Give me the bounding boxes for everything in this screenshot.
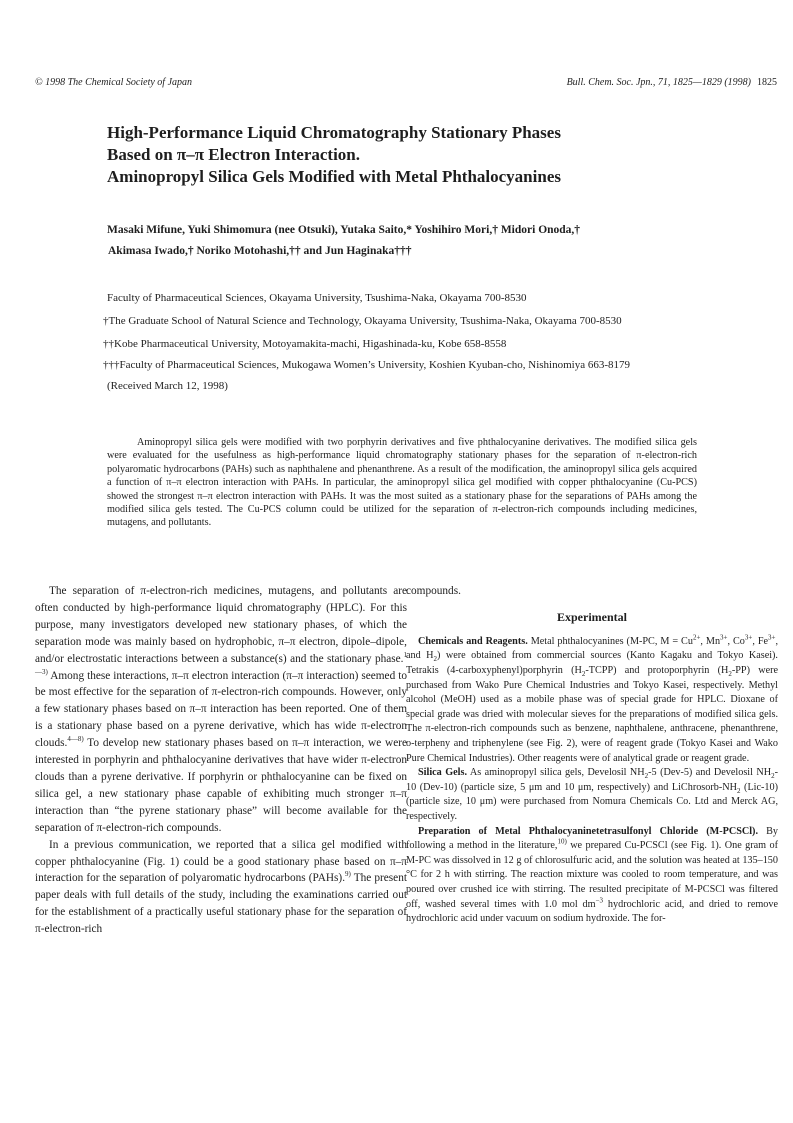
title-line: High-Performance Liquid Chromatography Stationary Phases bbox=[107, 123, 561, 142]
page-number: 1825 bbox=[757, 77, 777, 88]
section-heading-experimental: Experimental bbox=[557, 609, 627, 624]
title-line: Aminopropyl Silica Gels Modified with Metal Phthalocyanines bbox=[107, 167, 561, 186]
author-line: Masaki Mifune, Yuki Shimomura (nee Otsuki), Yutaka Saito,* Yoshihiro Mori,† Midori Onoda,† bbox=[107, 224, 581, 236]
copyright-line: © 1998 The Chemical Society of Japan bbox=[35, 77, 193, 88]
paragraph: The separation of π-electron-rich medicines, mutagens, and pollutants are often conducted by high-performance liquid chromatography (HPLC). For this purpose, many investigators developed new stationary phases, of which the separation mode was mainly based on hydrophobic, π–π electron, dipole–dipole, and/or electrostatic interactions between a substance(s) and the stationary phase.$^{1—3)}$ Among these interactions, π–π electron interaction (π–π interaction) seemed to be most effective for the separation of π-electron-rich compounds. However, only a few stationary phases based on π–π interaction has been reported. One of them is a stationary phase based on a pyrene derivative, which has wide π-electron clouds.$^{4—8)}$ To develop new stationary phases based on π–π interaction, we were interested in porphyrin and phthalocyanine derivatives that have wider π-electron clouds than a pyrene derivative. If porphyrin or phthalocyanine can be fixed on silica gel, a new stationary phase capable of exhibiting much stronger π–π interaction than “the pyrene stationary phase” will become available for the separation of π-electron-rich compounds. bbox=[35, 585, 407, 834]
paper-title bbox=[107, 122, 707, 188]
paragraph: Preparation of Metal Phthalocyaninetetrasulfonyl Chloride (M-PCSCl). By following a method in the literature,$^{10)}$ we prepared Cu-PCSCl (see Fig. 1). One gram of M-PC was dissolved in 12 g of chlorosulfuric acid, and the solution was heated at 135–150 °C for 2 h with stirring. The reaction mixture was cooled to room temperature, and was poured over crushed ice with stirring. The resulted precipitate of M-PCSCl was filtered off, washed several times with 1.0 mol $dm^{-3}$ hydrochloric acid, and dried to remove hydrochloric acid under vacuum on sodium hydroxide. The for- bbox=[406, 825, 778, 925]
title-line: Based on π–π Electron Interaction. bbox=[107, 145, 360, 164]
author-list bbox=[107, 220, 747, 262]
paragraph: Silica Gels. As aminopropyl silica gels, Develosil $NH_2-5$ (Dev-5) and Develosil $NH_2-10$ (Dev-10) (particle size, 5 μm and 10 μm, respectively) and LiChrosorb-$NH_2$ (Lic-10) (particle size, 10 μm) were purchased from Nomura Chemicals Co. Ltd and Merck AG, respectively. bbox=[406, 767, 778, 822]
paragraph: compounds. bbox=[406, 585, 461, 597]
affiliation: †††Faculty of Pharmaceutical Sciences, Mukogawa Women’s University, Koshien Kyuban-cho, Nishinomiya 663-8179 bbox=[103, 359, 631, 371]
left-column bbox=[35, 583, 407, 938]
running-header bbox=[35, 77, 777, 93]
affiliation: †The Graduate School of Natural Science and Technology, Okayama University, Tsushima-Naka, Okayama 700-8530 bbox=[103, 315, 622, 327]
affiliation: Faculty of Pharmaceutical Sciences, Okayama University, Tsushima-Naka, Okayama 700-8530 bbox=[107, 292, 527, 304]
journal-citation: Bull. Chem. Soc. Jpn., 71, 1825—1829 (1998) 1825 bbox=[566, 77, 777, 88]
paragraph: Chemicals and Reagents. Metal phthalocyanines (M-PC, $M = Cu^{2+}$, $Mn^{3+}$, $Co^{3+}$, $Fe^{3+}$, and $H_2$) were obtained from commercial sources (Kanto Kagaku and Tokyo Kasei). Tetrakis (4-carboxyphenyl)porphyrin $(H_2-TCPP)$ and protoporphyrin $(H_2-PP)$ were purchased from Wako Pure Chemical Industries and Tokyo Kasei, respectively. Methyl alcohol (MeOH) used as a mobile phase was of special grade for HPLC. Dioxane of special grade was dried with molecular sieves for the preparations of modified silica gels. The π-electron-rich compounds such as benzene, naphthalene, anthracene, phenanthrene, o-terpheny and triphenylene (see Fig. 2), were of reagent grade (Tokyo Kasei and Wako Pure Chemical Industries). Other reagents were of analytical grade or reagent grade. bbox=[406, 633, 779, 764]
affiliation: ††Kobe Pharmaceutical University, Motoyamakita-machi, Higashinada-ku, Kobe 658-8558 bbox=[103, 338, 507, 350]
right-column bbox=[406, 583, 778, 927]
abstract: Aminopropyl silica gels were modified with two porphyrin derivatives and five phthalocyanine derivatives. The modified silica gels were evaluated for the usefulness as high-performance liquid chromatography stationary phases for the separation of π-electron-rich polyaromatic hydrocarbons (PAHs) such as naphthalene and phenanthrene. As a result of the modification, the aminopropyl silica gels acquired a function of π–π electron interaction with PAHs. In particular, the aminopropyl silica gel modified with copper phthalocyanine (Cu-PCS) showed the strongest π–π electron interaction with PAHs. It was the most suited as a stationary phase for the separations of PAHs among the modified silica gels tested. The Cu-PCS column could be utilized for the separation of π-electron-rich compounds including medicines, mutagens, and pollutants. bbox=[107, 437, 697, 529]
received-date: (Received March 12, 1998) bbox=[107, 380, 228, 392]
paragraph: In a previous communication, we reported that a silica gel modified with copper phthalocyanine (Fig. 1) could be a good stationary phase based on π–π interaction for the separation of polyaromatic hydrocarbons (PAHs).$^{9)}$ The present paper deals with full details of the study, including the examinations carried out for the establishment of a practically useful stationary phase for the separation of π-electron-rich bbox=[35, 838, 407, 936]
author-line: Akimasa Iwado,† Noriko Motohashi,†† and Jun Haginaka††† bbox=[108, 245, 412, 257]
